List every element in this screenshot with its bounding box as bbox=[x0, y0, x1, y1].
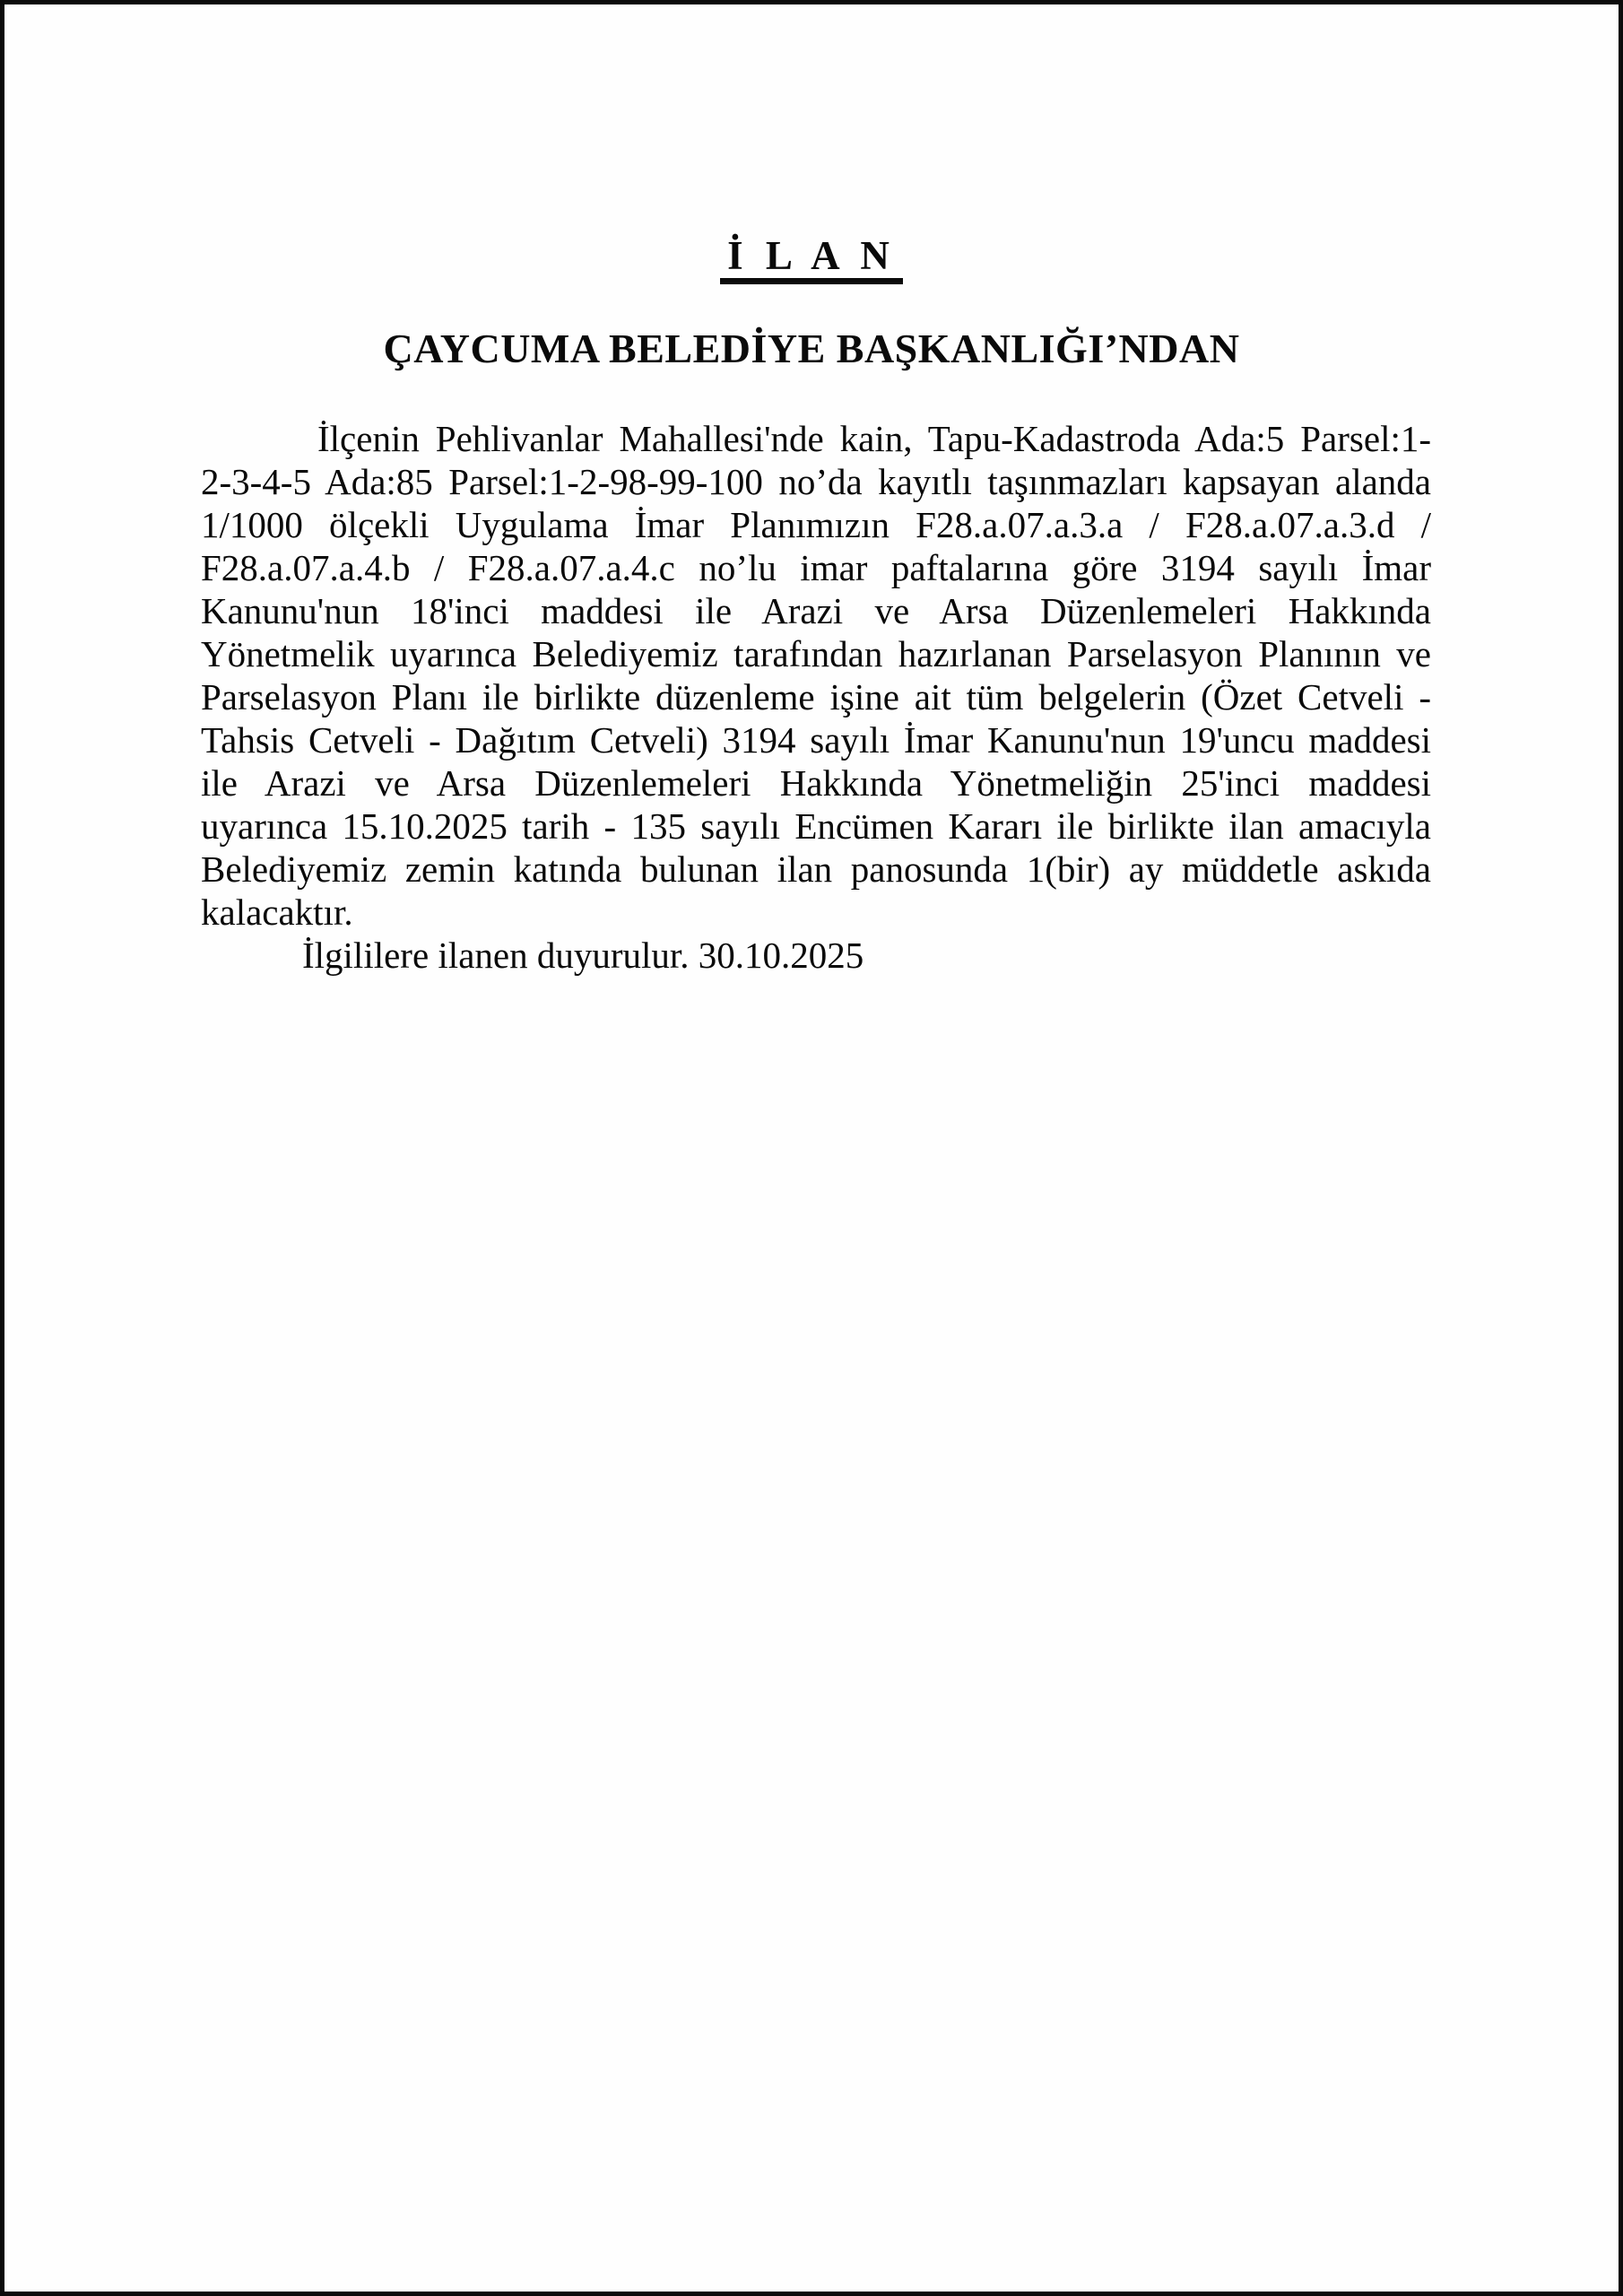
body-line: F28.a.07.a.4.b / F28.a.07.a.4.c no’lu imar paftalarına göre 3194 sayılı İmar bbox=[201, 547, 1431, 588]
body-line: 1/1000 ölçekli Uygulama İmar Planımızın F28.a.07.a.3.a / F28.a.07.a.3.d / bbox=[201, 504, 1431, 545]
body-line: kalacaktır. bbox=[201, 891, 353, 933]
body-line: ile Arazi ve Arsa Düzenlemeleri Hakkında Yönetmeliğin 25'inci maddesi bbox=[201, 762, 1431, 804]
body-closing-line: İlgililere ilanen duyurulur. 30.10.2025 bbox=[302, 935, 864, 976]
body-line: 2-3-4-5 Ada:85 Parsel:1-2-98-99-100 no’da kayıtlı taşınmazları kapsayan alanda bbox=[201, 461, 1431, 502]
body-line: Tahsis Cetveli - Dağıtım Cetveli) 3194 sayılı İmar Kanunu'nun 19'uncu maddesi bbox=[201, 719, 1431, 761]
announcement-body bbox=[201, 417, 1431, 977]
body-line: Parselasyon Planı ile birlikte düzenleme işine ait tüm belgelerin (Özet Cetveli - bbox=[201, 676, 1431, 718]
body-line: uyarınca 15.10.2025 tarih - 135 sayılı Encümen Kararı ile birlikte ilan amacıyla bbox=[201, 805, 1431, 847]
body-line: İlçenin Pehlivanlar Mahallesi'nde kain, Tapu-Kadastroda Ada:5 Parsel:1- bbox=[317, 418, 1431, 459]
body-line: Kanunu'nun 18'inci maddesi ile Arazi ve Arsa Düzenlemeleri Hakkında bbox=[201, 590, 1431, 631]
body-line: Yönetmelik uyarınca Belediyemiz tarafından hazırlanan Parselasyon Planının ve bbox=[201, 633, 1431, 674]
page-title-text: İ L A N bbox=[720, 236, 903, 284]
page-subtitle: ÇAYCUMA BELEDİYE BAŞKANLIĞI’NDAN bbox=[383, 326, 1240, 371]
body-line: Belediyemiz zemin katında bulunan ilan panosunda 1(bir) ay müddetle askıda bbox=[201, 848, 1431, 890]
page-title bbox=[4, 233, 1619, 284]
